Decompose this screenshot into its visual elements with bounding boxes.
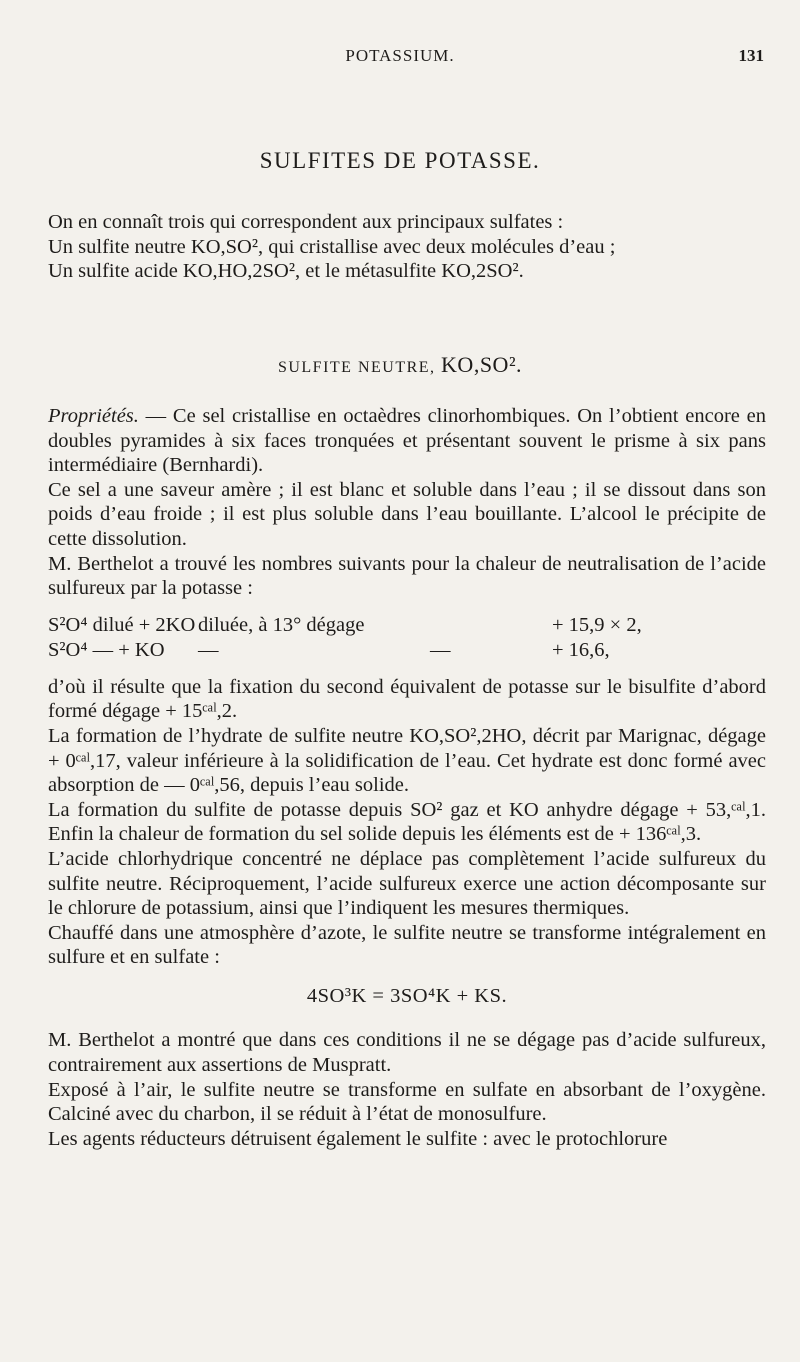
subsection-label: SULFITE NEUTRE, [277, 359, 436, 376]
intro-line: Un sulfite acide KO,HO,2SO², et le métasulfite KO,2SO². [48, 260, 524, 283]
decomposition-equation: 4SO³K = 3SO⁴K + KS. [306, 984, 508, 1007]
page-number: 131 [738, 46, 764, 65]
paragraph-saveur: Ce sel a une saveur amère ; il est blanc et soluble dans l’eau ; il se dissout dans son poids d’eau froide ; il est plus soluble dans l’eau bouillante. L’alcool le précipite de cette dissolution. [48, 478, 766, 550]
equation-reactants: S²O⁴ dilué + 2KO [48, 613, 196, 636]
paragraph-agents-reducteurs: Les agents réducteurs détruisent également le sulfite : avec le protochlorure [48, 1127, 668, 1150]
paragraph-hydrate: La formation de l’hydrate de sulfite neutre KO,SO²,2HO, décrit par Marignac, dégage + 0ᶜᵃˡ,17, valeur inférieure à la solidification de l’eau. Cet hydrate est donc formé avec absorption de — 0ᶜᵃˡ,56, depuis l’eau solide. [48, 724, 766, 797]
main-text [48, 404, 766, 1151]
paragraph-formation: La formation du sulfite de potasse depuis SO² gaz et KO anhydre dégage + 53,ᶜᵃˡ,1. Enfin la chaleur de formation du sel solide depuis les éléments est de + 136ᶜᵃˡ,3. [48, 798, 766, 846]
paragraph-proprietes [48, 404, 766, 478]
paragraph-berthelot-muspratt: M. Berthelot a montré que dans ces conditions il ne se dégage pas d’acide sulfureux, contrairement aux assertions de Muspratt. [48, 1029, 766, 1077]
neutralisation-equations [48, 613, 766, 663]
equation-condition-2: — [430, 638, 451, 661]
equation-reactants: S²O⁴ — + KO [48, 638, 165, 661]
equation-condition: — [198, 638, 219, 661]
paragraph-acide-chlorhydrique: L’acide chlorhydrique concentré ne déplace pas complètement l’acide sulfureux du sulfite neutre. Réciproquement, l’acide sulfureux exerce une action décomposante sur le chlorure de potassium, ainsi que l’indiquent les mesures thermiques. [48, 847, 766, 920]
paragraph-chauffe: Chauffé dans une atmosphère d’azote, le sulfite neutre se transforme intégralement en sulfure et en sulfate : [48, 921, 766, 969]
paragraph-berthelot-neutralisation: M. Berthelot a trouvé les nombres suivants pour la chaleur de neutralisation de l’acide sulfureux par la potasse : [48, 552, 766, 600]
intro-paragraph [48, 210, 766, 284]
paragraph-fixation: d’où il résulte que la fixation du second équivalent de potasse sur le bisulfite d’abord formé dégage + 15ᶜᵃˡ,2. [48, 675, 766, 723]
proprietes-text: — Ce sel cristallise en octaèdres clinorhombiques. On l’obtient encore en doubles pyramides à six faces tronquées et présentant souvent le prisme à six pans intermédiaire (Bernhardi). [48, 405, 766, 477]
subsection-formula: KO,SO². [441, 352, 523, 377]
intro-line: Un sulfite neutre KO,SO², qui cristallise avec deux molécules d’eau ; [48, 235, 616, 258]
paragraph-expose-air: Exposé à l’air, le sulfite neutre se transforme en sulfate en absorbant de l’oxygène. Calciné avec du charbon, il se réduit à l’état de monosulfure. [48, 1078, 766, 1126]
equation-heat: + 16,6, [552, 638, 610, 661]
equation-line [48, 613, 766, 638]
subsection-heading [0, 352, 800, 378]
running-header [0, 46, 800, 72]
proprietes-label: Propriétés. [48, 405, 139, 427]
section-title: SULFITES DE POTASSE. [259, 148, 541, 173]
intro-line: On en connaît trois qui correspondent aux principaux sulfates : [48, 211, 564, 233]
equation-heat: + 15,9 × 2, [552, 613, 642, 636]
running-title: POTASSIUM. [345, 46, 455, 65]
equation-condition-2 [430, 613, 552, 638]
equation-condition: diluée, à 13° dégage [198, 613, 365, 636]
equation-line [48, 638, 766, 663]
